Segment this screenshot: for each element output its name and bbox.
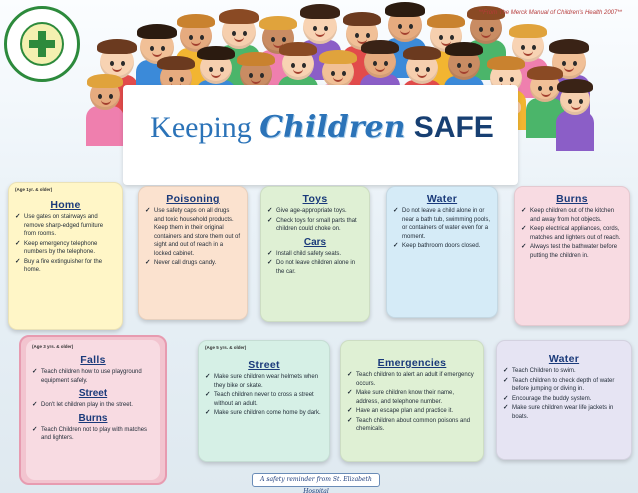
- list-item: [503, 367, 625, 376]
- list-item: [205, 373, 323, 390]
- kid-eye: [260, 73, 264, 78]
- card-list: [347, 371, 477, 434]
- check-icon: ✓: [15, 213, 21, 220]
- kid-eye: [450, 35, 454, 40]
- list-item: [267, 217, 363, 234]
- kid-hair: [445, 42, 483, 56]
- kid-mouth: [251, 79, 261, 84]
- list-item: [347, 407, 477, 416]
- list-item: [347, 389, 477, 406]
- kid-face: [282, 48, 314, 80]
- kid-mouth: [417, 73, 427, 78]
- footer-ribbon: A safety reminder from St. Elizabeth Hospital: [252, 473, 380, 487]
- kid-hair: [197, 46, 235, 60]
- kid-hair: [177, 14, 215, 28]
- check-icon: ✓: [15, 257, 21, 265]
- kid-face: [560, 85, 590, 115]
- kid-eye: [384, 61, 388, 66]
- kid-hair: [87, 74, 123, 88]
- kid-eye: [109, 94, 113, 99]
- check-icon: ✓: [267, 249, 273, 257]
- list-item-text: Keep children out of the kitchen and away from hot objects.: [530, 208, 615, 223]
- list-item-text: Teach children never to cross a street without an adult.: [214, 392, 314, 407]
- kid-mouth: [523, 51, 533, 56]
- kid-mouth: [375, 67, 385, 72]
- list-item-text: Always test the bathwater before putting the children in.: [530, 244, 618, 259]
- list-item: [145, 259, 241, 268]
- card-list: [267, 207, 363, 234]
- list-item: [503, 404, 625, 421]
- title-keeping: Keeping: [150, 111, 260, 144]
- kid-hair: [487, 56, 525, 70]
- kid-eye: [573, 61, 577, 66]
- list-item: [267, 259, 363, 276]
- card-heading: Water: [548, 353, 580, 365]
- list-item: [32, 401, 154, 410]
- list-item-text: Teach children about common poisons and chemicals.: [356, 417, 471, 432]
- kid-face: [222, 15, 256, 49]
- hospital-seal-logo: [4, 6, 80, 82]
- kid-hair: [97, 39, 137, 54]
- kid-face: [406, 52, 438, 84]
- list-item-text: Use safety caps on all drugs and toxic household products. Keep them in their original containers and store them out of sight and out of reach in a locked cabinet.: [154, 208, 241, 257]
- list-item-text: Keep bathroom doors closed.: [402, 243, 481, 249]
- kid-mouth: [564, 67, 574, 72]
- check-icon: ✓: [503, 376, 509, 384]
- kid-eye: [271, 37, 275, 42]
- check-icon: ✓: [521, 207, 527, 214]
- kid-face: [448, 48, 480, 80]
- kid-eye: [355, 33, 359, 38]
- kid-mouth: [191, 41, 201, 46]
- list-item: [145, 207, 241, 258]
- list-item-text: Check toys for small parts that children could choke on.: [276, 217, 357, 232]
- kid-eye: [189, 35, 193, 40]
- card-subheading: Cars: [303, 236, 327, 248]
- list-item-text: Make sure children come home by dark.: [214, 410, 321, 416]
- card-sublist: [32, 426, 154, 443]
- kid-mouth: [315, 32, 325, 37]
- kid-hair: [219, 9, 259, 24]
- kid-mouth: [152, 52, 162, 57]
- kid-eye: [538, 86, 542, 91]
- card-poisoning: [138, 186, 248, 320]
- kid-eye: [426, 67, 430, 72]
- list-item: [521, 225, 623, 242]
- kid-eye: [161, 46, 165, 51]
- card-street: [198, 340, 330, 462]
- kid-hair: [137, 24, 177, 39]
- list-item: [15, 240, 116, 257]
- kid-face: [470, 12, 502, 44]
- check-icon: ✓: [521, 225, 527, 232]
- kid-mouth: [333, 77, 343, 82]
- check-icon: ✓: [32, 401, 38, 408]
- kid-eye: [121, 61, 125, 66]
- card-burns: [514, 186, 630, 326]
- card-falls-street-burns: [26, 340, 160, 480]
- kid-eye: [110, 61, 114, 66]
- list-item: [521, 207, 623, 224]
- kid-eye: [232, 31, 236, 36]
- card-home: [8, 182, 123, 330]
- kid-eye: [409, 24, 413, 29]
- kid-eye: [479, 27, 483, 32]
- kid-hair: [361, 40, 399, 54]
- kid-eye: [415, 67, 419, 72]
- kid-eye: [282, 37, 286, 42]
- kid-hair: [385, 2, 425, 17]
- kid-eye: [366, 33, 370, 38]
- kid-eye: [302, 63, 306, 68]
- age-tag: (Age 3 yrs. & older): [32, 344, 74, 349]
- card-subheading: Burns: [78, 412, 108, 424]
- kid-mouth: [101, 100, 111, 105]
- list-item-text: Teach Children not to play with matches and lighters.: [41, 426, 148, 441]
- check-icon: ✓: [503, 394, 509, 402]
- kid-eye: [373, 61, 377, 66]
- card-heading: Emergencies: [377, 357, 447, 369]
- list-item: [347, 417, 477, 434]
- kid-eye: [510, 77, 514, 82]
- kid-mouth: [571, 105, 581, 110]
- check-icon: ✓: [205, 409, 211, 416]
- kid-mouth: [211, 73, 221, 78]
- title-children: Children: [259, 110, 406, 145]
- kid-hair: [343, 12, 381, 26]
- kid-eye: [490, 27, 494, 32]
- kid-eye: [549, 86, 553, 91]
- card-sublist: [267, 250, 363, 277]
- kid-mouth: [459, 69, 469, 74]
- card-list: [32, 368, 154, 385]
- list-item-text: Teach children how to use playground equipment safely.: [41, 369, 142, 384]
- check-icon: ✓: [347, 407, 353, 414]
- kid-eye: [532, 45, 536, 50]
- kid-shirt: [86, 106, 124, 146]
- card-list: [521, 207, 623, 260]
- card-list: [15, 213, 116, 275]
- kid-hair: [427, 14, 465, 28]
- card-subheading: Street: [78, 388, 108, 399]
- list-item-text: Make sure children wear helmets when they bike or skate.: [214, 374, 319, 389]
- list-item: [521, 243, 623, 260]
- kid-eye: [521, 45, 525, 50]
- kid-eye: [562, 61, 566, 66]
- card-toys-cars: [260, 186, 370, 322]
- list-item: [267, 250, 363, 259]
- card-heading: Falls: [80, 354, 106, 366]
- kid-mouth: [541, 92, 551, 97]
- check-icon: ✓: [503, 404, 509, 411]
- kid-face: [364, 46, 396, 78]
- check-icon: ✓: [267, 259, 273, 266]
- card-heading: Water: [426, 193, 458, 205]
- kid-mouth: [293, 69, 303, 74]
- kid-mouth: [481, 33, 491, 38]
- list-item-text: Use gates on stairways and remove sharp-edged furniture from rooms.: [24, 214, 104, 237]
- list-item: [503, 395, 625, 404]
- list-item-text: Encourage the buddy system.: [512, 395, 592, 402]
- kid-face: [388, 8, 422, 42]
- title-safe: SAFE: [405, 111, 494, 144]
- check-icon: ✓: [267, 207, 273, 214]
- check-icon: ✓: [32, 368, 38, 375]
- age-tag: (Age 5 yrs. & older): [205, 345, 247, 350]
- check-icon: ✓: [347, 371, 353, 378]
- check-icon: ✓: [267, 216, 273, 224]
- kid-face: [303, 10, 337, 44]
- list-item-text: Give age-appropriate toys.: [276, 208, 347, 214]
- kid-hair: [319, 50, 357, 64]
- kid-eye: [331, 71, 335, 76]
- list-item-text: Do not leave a child alone in or near a bath tub, swimming pools, or containers of water even for a moment.: [402, 208, 491, 240]
- kid-eye: [200, 35, 204, 40]
- check-icon: ✓: [393, 207, 399, 214]
- list-item: [347, 371, 477, 388]
- card-heading: Poisoning: [166, 193, 220, 205]
- source-note: **From The Merck Manual of Children's Health 2007**: [478, 10, 622, 16]
- kid-hair: [403, 46, 441, 60]
- list-item: [15, 258, 116, 275]
- list-item: [15, 213, 116, 239]
- card-list: [503, 367, 625, 421]
- list-item-text: Never call drugs candy.: [154, 260, 217, 266]
- card-heading: Burns: [556, 193, 588, 205]
- kid-eye: [579, 99, 583, 104]
- list-item-text: Teach Children to swim.: [512, 368, 576, 374]
- list-item: [393, 242, 491, 251]
- kid-eye: [209, 67, 213, 72]
- kid-eye: [98, 94, 102, 99]
- card-heading: Street: [248, 359, 280, 371]
- kid-eye: [439, 35, 443, 40]
- kid-hair: [300, 4, 340, 19]
- kid-face: [322, 56, 354, 88]
- list-item-text: Do not leave children alone in the car.: [276, 260, 356, 275]
- card-heading: Toys: [302, 193, 328, 205]
- kid-eye: [342, 71, 346, 76]
- check-icon: ✓: [393, 242, 399, 249]
- check-icon: ✓: [145, 259, 151, 266]
- kid-eye: [243, 31, 247, 36]
- kid-hair: [549, 39, 589, 54]
- list-item-text: Don't let children play in the street.: [41, 402, 133, 408]
- card-heading: Home: [50, 199, 81, 211]
- kid-shirt: [556, 111, 594, 151]
- card-water: [386, 186, 498, 318]
- kid-eye: [169, 77, 173, 82]
- card-water-older: [496, 340, 632, 460]
- list-item-text: Buy a fire extinguisher for the home.: [24, 258, 103, 273]
- check-icon: ✓: [205, 373, 211, 380]
- page-title: [132, 110, 512, 145]
- kid-hair: [279, 42, 317, 56]
- card-list: [205, 373, 323, 418]
- list-item-text: Teach children to check depth of water before jumping or diving in.: [512, 377, 615, 392]
- list-item: [205, 391, 323, 408]
- list-item-text: Have an escape plan and practice it.: [356, 408, 454, 414]
- kid-eye: [291, 63, 295, 68]
- kid-mouth: [112, 67, 122, 72]
- card-list: [145, 207, 241, 268]
- kid-eye: [313, 26, 317, 31]
- list-item: [205, 409, 323, 418]
- card-emergencies: [340, 340, 484, 462]
- kid-hair: [509, 24, 547, 38]
- kid-eye: [180, 77, 184, 82]
- kid-eye: [468, 63, 472, 68]
- kid-eye: [568, 99, 572, 104]
- list-item-text: Keep emergency telephone numbers by the telephone.: [24, 240, 98, 255]
- list-item: [32, 368, 154, 385]
- list-item: [503, 377, 625, 394]
- check-icon: ✓: [521, 243, 527, 250]
- kid-eye: [220, 67, 224, 72]
- kid-eye: [398, 24, 402, 29]
- check-icon: ✓: [347, 416, 353, 424]
- kid-eye: [249, 73, 253, 78]
- kid-hair: [237, 52, 275, 66]
- list-item: [393, 207, 491, 241]
- list-item: [267, 207, 363, 216]
- kid-face: [200, 52, 232, 84]
- list-item-text: Make sure children wear life jackets in boats.: [512, 405, 614, 420]
- kid-eye: [324, 26, 328, 31]
- kid-eye: [499, 77, 503, 82]
- kid-mouth: [400, 30, 410, 35]
- list-item-text: Keep electrical appliances, cords, matches and lighters out of reach.: [530, 226, 621, 241]
- check-icon: ✓: [503, 367, 509, 374]
- list-item: [32, 426, 154, 443]
- kid-eye: [457, 63, 461, 68]
- list-item-text: Make sure children know their name, address, and telephone number.: [356, 390, 455, 405]
- list-item-text: Install child safety seats.: [276, 250, 342, 257]
- check-icon: ✓: [205, 391, 211, 398]
- kid-eye: [150, 46, 154, 51]
- check-icon: ✓: [32, 425, 38, 433]
- seal-cross-bar: [29, 40, 55, 48]
- kid-hair: [557, 79, 593, 93]
- kid-face: [90, 80, 120, 110]
- kid-mouth: [234, 37, 244, 42]
- card-sublist: [32, 401, 154, 410]
- age-tag: (Age 1yr. & older): [15, 187, 53, 192]
- kid-hair: [527, 66, 563, 80]
- check-icon: ✓: [15, 239, 21, 247]
- list-item-text: Teach children to alert an adult if emergency occurs.: [356, 372, 474, 387]
- kid-hair: [259, 16, 297, 30]
- check-icon: ✓: [145, 207, 151, 214]
- check-icon: ✓: [347, 389, 353, 396]
- kid-hair: [157, 56, 195, 70]
- card-list: [393, 207, 491, 251]
- kid-face: [530, 72, 560, 102]
